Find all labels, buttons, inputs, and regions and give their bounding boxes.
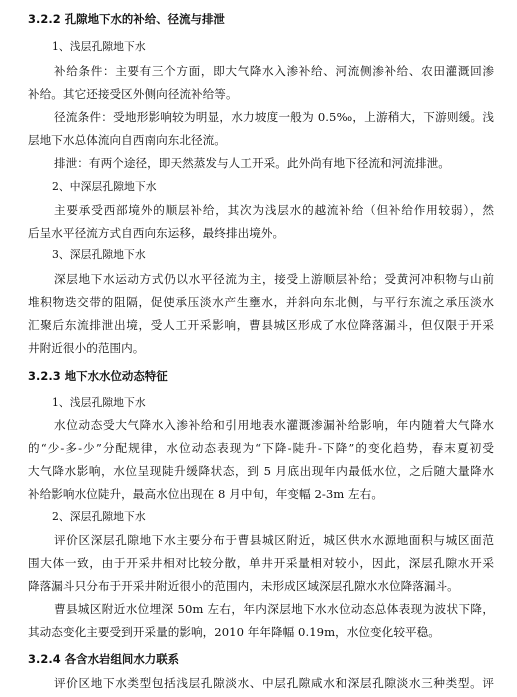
paragraph-line: 水位动态受大气降水入渗补给和引用地表水灌溉渗漏补给影响，年内随着大气降水 [54,418,494,432]
paragraph-line: 降落漏斗只分布于开采井附近很小的范围内，未形成区域深层孔隙水水位降落漏斗。 [28,579,459,593]
paragraph-line: 评价区地下水类型包括浅层孔隙淡水、中层孔隙咸水和深层孔隙淡水三种类型。评 [54,676,494,690]
paragraph-line: 深层地下水运动方式仍以水平径流为主，接受上游顺层补给；受黄河冲积物与山前 [54,272,494,286]
paragraph-line: 汇聚后东流排泄出境，受人工开采影响，曹县城区形成了水位降落漏斗，但仅限于开采 [28,318,494,332]
subheading-deep-groundwater: 2、深层孔隙地下水 [52,510,146,523]
paragraph-line: 的“少-多-少”分配规律，水位动态表现为“下降-陡升-下降”的变化趋势，春末夏初受 [28,441,494,455]
paragraph-line: 层地下水总体流向自西南向东北径流。 [28,133,226,147]
section-heading-3-2-4: 3.2.4 各含水岩组间水力联系 [28,652,180,666]
section-heading-3-2-3: 3.2.3 地下水水位动态特征 [28,369,168,383]
paragraph-line: 井附近很小的范围内。 [28,341,145,355]
paragraph-line: 围大体一致，由于开采井相对比较分散，单井开采量相对较小，因此，深层孔隙水开采 [28,556,494,570]
subheading-shallow-groundwater: 1、浅层孔隙地下水 [52,40,146,53]
paragraph-line: 排泄：有两个途径，即天然蒸发与人工开采。此外尚有地下径流和河流排泄。 [54,156,450,170]
paragraph-line: 其动态变化主要受到开采量的影响，2010 年年降幅 0.19m，水位变化较平稳。 [28,625,440,639]
paragraph-line: 补给条件：主要有三个方面，即大气降水入渗补给、河流侧渗补给、农田灌溉回渗 [54,64,494,78]
paragraph-line: 补给。其它还接受区外侧向径流补给等。 [28,87,238,101]
subheading-deep-groundwater: 3、深层孔隙地下水 [52,248,146,261]
subheading-mid-deep-groundwater: 2、中深层孔隙地下水 [52,180,157,193]
paragraph-line: 堆积物迭交带的阻隔，促使承压淡水产生壅水，并斜向东北侧，与平行东流之承压淡水 [28,295,494,309]
section-heading-3-2-2: 3.2.2 孔隙地下水的补给、径流与排泄 [28,12,225,26]
paragraph-line: 径流条件：受地形影响较为明显，水力坡度一般为 0.5‰，上游稍大，下游则缓。浅 [54,110,494,124]
paragraph-line: 补给影响水位陡升，最高水位出现在 8 月中旬，年变幅 2-3m 左右。 [28,487,383,501]
subheading-shallow-groundwater: 1、浅层孔隙地下水 [52,396,146,409]
paragraph-line: 评价区深层孔隙地下水主要分布于曹县城区附近，城区供水水源地面积与城区面范 [54,533,494,547]
paragraph-line: 曹县城区附近水位埋深 50m 左右，年内深层地下水水位动态总体表现为波状下降， [54,602,494,616]
paragraph-line: 主要承受西部境外的顺层补给，其次为浅层水的越流补给（但补给作用较弱），然 [54,203,494,217]
paragraph-line: 后呈水平径流方式自西向东运移，最终排出境外。 [28,226,285,240]
paragraph-line: 大气降水影响，水位呈现陡升缓降状态，到 5 月底出现年内最低水位，之后随大量降水 [28,464,494,478]
